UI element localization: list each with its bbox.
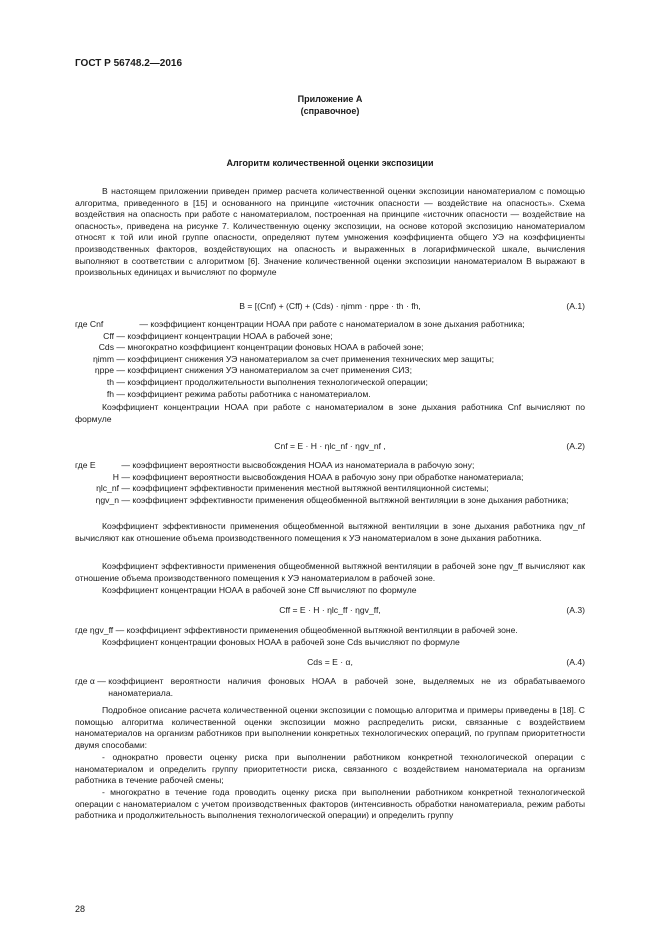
formula-a3-expression: Cff = E · H · ηlc_ff · ηgv_ff, bbox=[279, 605, 381, 615]
formula-a1-expression: B = [(Cnf) + (Cff) + (Cds) · ηimm · ηppe · th · fh, bbox=[239, 301, 421, 311]
intro-paragraph: В настоящем приложении приведен пример расчета количественной оценки экспозиции наноматериалом с помощью алгоритма, приведенного в [15] и основанного на принципе «источник опасности — воздействие на опасность». Схема воздействия на опасность при работе с наноматериалом, построенная на принципе «источник опасности — воздействие на опасность», приведена на рисунке 7. Количественную оценку экспозиции, на основе которой экспозицию наноматериалом относят к той или иной группе опасности, определяют путем умножения коэффициента общего УЭ на коэффициенты производственных факторов, воздействующих на опасность и выраженных в логарифмической шкале, вычисления выполняют в соответствии с алгоритмом [6]. Значение количественной оценки экспозиции наноматериалом B выражают в произвольных единицах и вычисляют по формуле bbox=[75, 186, 585, 278]
paragraph-gv-nf: Коэффициент эффективности применения общеобменной вытяжной вентиляции в зоне дыхания работника ηgv_nf вычисляют как отношение объема производственного помещения к УЭ наноматериалом в зоне дыхания работника. bbox=[75, 521, 585, 543]
definition-item: ηimm — коэффициент снижения УЭ наноматериалом за счет применения технических мер защиты; bbox=[92, 353, 495, 364]
formula-a2-number: (А.2) bbox=[566, 441, 585, 451]
paragraph-cff: Коэффициент концентрации НОАА в рабочей зоне Cff вычисляют по формуле bbox=[102, 585, 417, 595]
definition-item: где ηgv_ff — коэффициент эффективности применения общеобменной вытяжной вентиляции в рабочей зоне. bbox=[75, 625, 518, 635]
definition-item: Cds — многократно коэффициент концентрации фоновых НОАА в рабочей зоне; bbox=[98, 342, 424, 353]
formula-a4-number: (А.4) bbox=[566, 657, 585, 667]
definition-item: ηgv_n — коэффициент эффективности применения общеобменной вытяжной вентиляции в зоне дыхания работника; bbox=[95, 494, 569, 505]
paragraph-cds: Коэффициент концентрации фоновых НОАА в рабочей зоне Cds вычисляют по формуле bbox=[102, 637, 460, 647]
appendix-subtitle: (справочное) bbox=[300, 106, 360, 116]
definition-item: ηppe — коэффициент снижения УЭ наноматериалом за счет применения СИЗ; bbox=[94, 365, 413, 376]
paragraph-detail: Подробное описание расчета количественной оценки экспозиции с помощью алгоритма и примеры приведены в [18]. С помощью алгоритма количественной оценки экспозиции можно распределить риски, связанные с воздействием наноматериалов на организм работников при выполнении конкретных технологических операций, по группам приоритетности двумя способами: bbox=[75, 705, 585, 750]
paragraph-cnf: Коэффициент концентрации НОАА при работе с наноматериалом в зоне дыхания работника Cnf вычисляют по формуле bbox=[75, 402, 585, 424]
paragraph-gv-ff: Коэффициент эффективности применения общеобменной вытяжной вентиляции в рабочей зоне ηgv_ff вычисляют как отношение объема производственного помещения к УЭ наноматериалом в рабочей зоне. bbox=[75, 561, 585, 583]
definitions-a1 bbox=[75, 319, 585, 400]
bullet-item-1: - однократно провести оценку риска при выполнении работником конкретной технологической операции с наноматериалом и определить группу приоритетности риска, связанного с воздействием наноматериала на организм работника в течение рабочей смены; bbox=[75, 752, 585, 786]
definition-item: где α — коэффициент вероятности наличия фоновых НОАА в рабочей зоне, выделяемых не из обрабатываемого наноматериала. bbox=[75, 676, 585, 698]
definition-item: Cff — коэффициент концентрации НОАА в рабочей зоне; bbox=[103, 330, 333, 341]
formula-a3-number: (А.3) bbox=[566, 605, 585, 615]
bullet-item-2: - многократно в течение года проводить оценку риска при выполнении работником конкретной технологической операции с наноматериалом с учетом производственных факторов (интенсивность обработки наноматериала, режим работы работника и продолжительность выполнения технологической операции) и определить группу bbox=[75, 787, 585, 821]
definitions-a4 bbox=[75, 676, 585, 699]
page-number: 28 bbox=[75, 904, 86, 914]
definitions-a2 bbox=[75, 460, 585, 506]
definitions-a3 bbox=[75, 625, 585, 637]
definition-item: где E — коэффициент вероятности высвобождения НОАА из наноматериала в рабочую зону; bbox=[75, 460, 475, 470]
document-code: ГОСТ Р 56748.2—2016 bbox=[75, 58, 183, 69]
definition-item: где Cnf — коэффициент концентрации НОАА при работе с наноматериалом в зоне дыхания работника; bbox=[75, 319, 525, 329]
definition-item: th — коэффициент продолжительности выполнения технологической операции; bbox=[106, 376, 428, 387]
definition-item: fh — коэффициент режима работы работника с наноматериалом. bbox=[106, 388, 371, 399]
section-title: Алгоритм количественной оценки экспозиции bbox=[226, 158, 434, 168]
definition-item: H — коэффициент вероятности высвобождения НОАА в рабочую зону при обработке наноматериала; bbox=[112, 471, 524, 482]
formula-a2-expression: Cnf = E · H · ηlc_nf · ηgv_nf , bbox=[274, 441, 386, 451]
definition-item: ηlc_nf — коэффициент эффективности применения местной вытяжной вентиляционной системы; bbox=[96, 483, 489, 494]
formula-a4-expression: Cds = E · α, bbox=[307, 657, 353, 667]
appendix-heading bbox=[75, 93, 585, 117]
formula-a1-number: (А.1) bbox=[566, 301, 585, 311]
appendix-title: Приложение А bbox=[297, 94, 363, 104]
